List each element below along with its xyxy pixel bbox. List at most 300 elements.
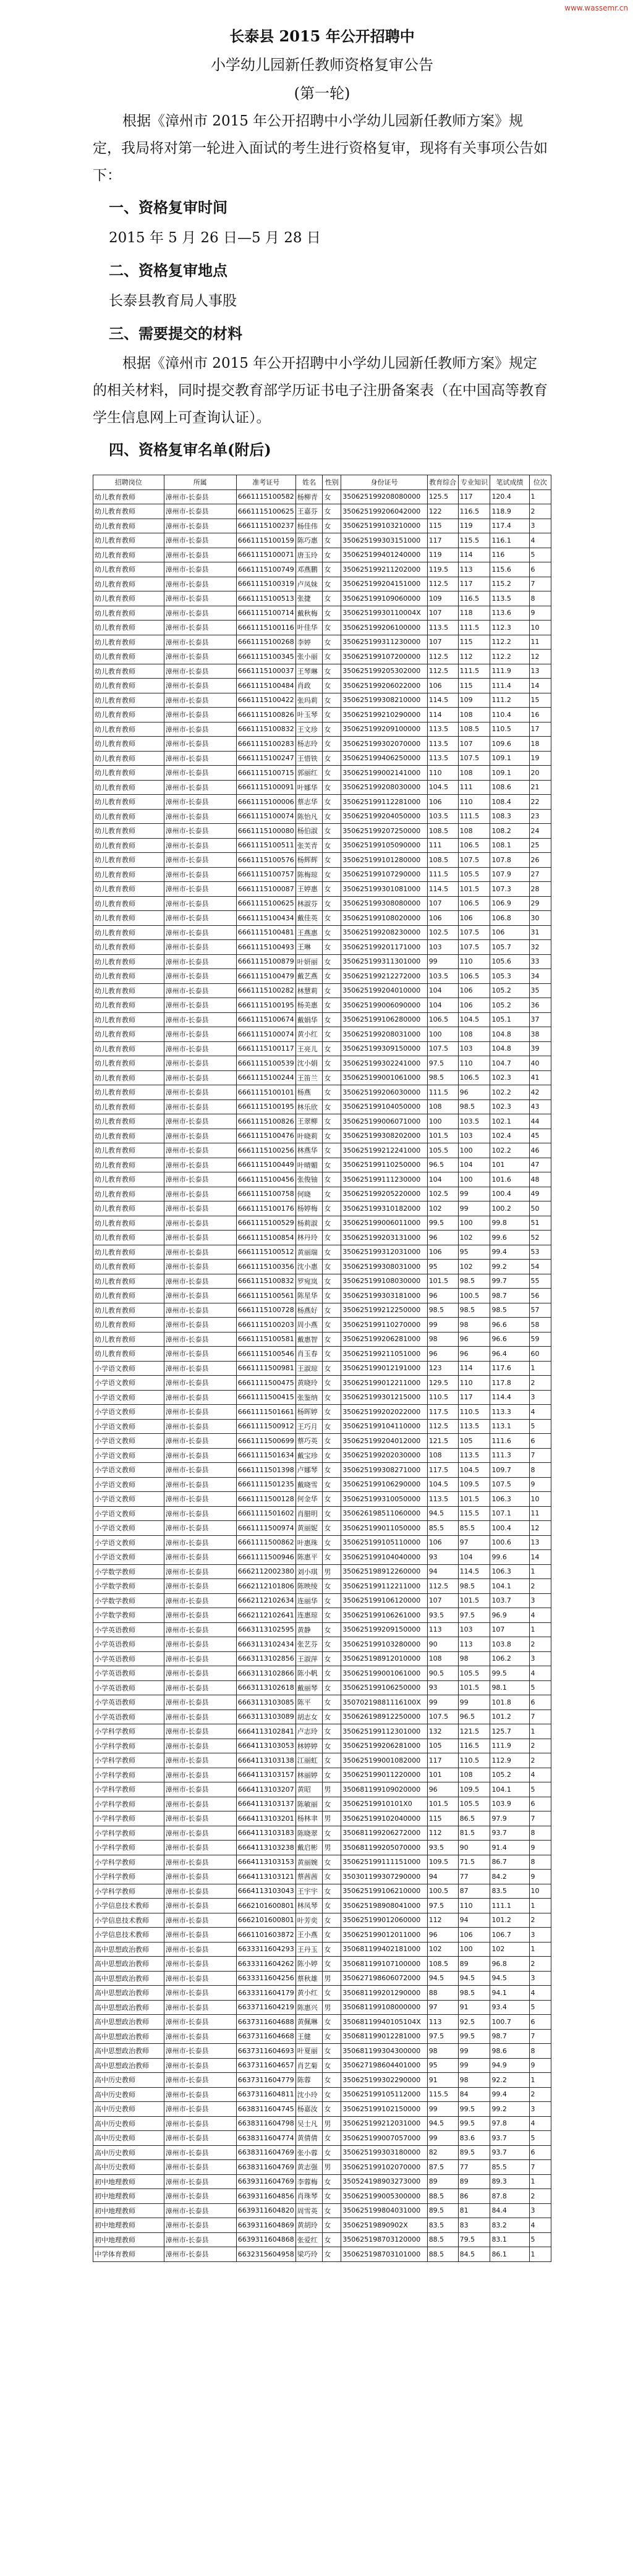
table-cell: 112.2 xyxy=(490,650,529,664)
table-cell: 王小燕 xyxy=(295,1928,323,1943)
table-cell: 漳州市-长泰县 xyxy=(164,2102,236,2117)
table-row xyxy=(93,1143,551,1158)
table-cell: 杨柳青 xyxy=(295,489,323,504)
table-cell: 350625199202030000 xyxy=(341,1448,427,1463)
table-cell: 漳州市-长泰县 xyxy=(164,1012,236,1027)
table-cell: 6637311604779 xyxy=(236,2073,295,2088)
table-cell: 陈蓉 xyxy=(295,2073,323,2088)
table-cell: 罗宛岚 xyxy=(295,1274,323,1289)
table-cell: 95 xyxy=(427,1260,458,1274)
table-cell: 8 xyxy=(529,1826,551,1841)
table-cell: 小学数学教师 xyxy=(93,1579,164,1594)
table-cell: 350625199206042000 xyxy=(341,504,427,519)
table-cell: 94.5 xyxy=(427,1971,458,1986)
table-cell: 116.5 xyxy=(458,1739,490,1753)
table-cell: 漳州市-长泰县 xyxy=(164,1303,236,1318)
table-cell: 108.3 xyxy=(490,809,529,824)
table-cell: 何晓 xyxy=(295,1187,323,1201)
table-cell: 5 xyxy=(529,2131,551,2146)
table-cell: 116.1 xyxy=(490,533,529,548)
table-cell: 6661115100576 xyxy=(236,853,295,868)
table-row xyxy=(93,1724,551,1739)
table-cell: 79.5 xyxy=(458,2232,490,2247)
table-cell: 117 xyxy=(458,1390,490,1405)
table-row xyxy=(93,650,551,664)
table-cell: 106.5 xyxy=(458,896,490,911)
table-cell: 幼儿教育教师 xyxy=(93,1085,164,1100)
table-cell: 幼儿教育教师 xyxy=(93,1347,164,1362)
table-cell: 女 xyxy=(323,1651,341,1666)
table-cell: 350625199204012000 xyxy=(341,1434,427,1449)
table-cell: 女 xyxy=(323,1448,341,1463)
table-cell: 高中思想政治教师 xyxy=(93,1942,164,1957)
table-row xyxy=(93,1303,551,1318)
table-cell: 连惠琼 xyxy=(295,1608,323,1623)
table-cell: 350625199102040000 xyxy=(341,1811,427,1826)
table-cell: 女 xyxy=(323,1260,341,1274)
table-cell: 6637311604668 xyxy=(236,2029,295,2044)
table-cell: 107.3 xyxy=(490,882,529,897)
table-row xyxy=(93,1405,551,1420)
table-cell: 小学英语教师 xyxy=(93,1622,164,1637)
table-cell: 女 xyxy=(323,1187,341,1201)
table-cell: 高中思想政治教师 xyxy=(93,2029,164,2044)
table-cell: 漳州市-长泰县 xyxy=(164,722,236,737)
table-cell: 女 xyxy=(323,1332,341,1347)
section-1-text: 2015 年 5 月 26 日—5 月 28 日 xyxy=(109,230,321,246)
table-cell: 110 xyxy=(458,954,490,969)
table-cell: 99.5 xyxy=(490,1666,529,1681)
intro-paragraph: 根据《漳州市 2015 年公开招聘中小学幼儿园新任教师方案》规定，我局将对第一轮进入面试的考生进行资格复审，现将有关事项公告如下： xyxy=(93,113,548,184)
table-cell: 王巧月 xyxy=(295,1419,323,1434)
table-cell: 漳州市-长泰县 xyxy=(164,1593,236,1608)
table-cell: 黄志强 xyxy=(295,2160,323,2175)
table-cell: 王淑琼 xyxy=(295,1361,323,1376)
table-cell: 6661115100539 xyxy=(236,1056,295,1071)
table-cell: 6662112101806 xyxy=(236,1579,295,1594)
table-cell: 6661115100116 xyxy=(236,621,295,635)
table-cell: 6661115100074 xyxy=(236,1027,295,1042)
table-cell: 102 xyxy=(458,1231,490,1245)
table-cell: 女 xyxy=(323,1492,341,1507)
table-cell: 104.5 xyxy=(458,1012,490,1027)
table-cell: 漳州市-长泰县 xyxy=(164,1579,236,1594)
table-cell: 漳州市-长泰县 xyxy=(164,998,236,1013)
table-cell: 高中历史教师 xyxy=(93,2087,164,2102)
table-cell: 女 xyxy=(323,1928,341,1943)
table-cell: 陈怡凡 xyxy=(295,809,323,824)
table-cell: 女 xyxy=(323,489,341,504)
table-cell: 105.6 xyxy=(490,954,529,969)
table-cell: 6664113103207 xyxy=(236,1782,295,1797)
table-cell: 6661115100037 xyxy=(236,664,295,679)
table-cell: 漳州市-长泰县 xyxy=(164,911,236,926)
table-cell: 女 xyxy=(323,1870,341,1884)
table-cell: 5 xyxy=(529,2232,551,2247)
table-cell: 87 xyxy=(458,1884,490,1899)
table-cell: 106 xyxy=(458,1928,490,1943)
table-cell: 5 xyxy=(529,2000,551,2015)
table-cell: 6638311604798 xyxy=(236,2116,295,2131)
table-cell: 6639311604856 xyxy=(236,2189,295,2204)
table-cell: 110.5 xyxy=(458,1753,490,1768)
table-cell: 92.2 xyxy=(490,2073,529,2088)
table-cell: 99.5 xyxy=(458,2029,490,2044)
table-row xyxy=(93,766,551,781)
table-cell: 幼儿教育教师 xyxy=(93,1099,164,1114)
table-cell: 女 xyxy=(323,983,341,998)
table-cell: 104 xyxy=(458,1158,490,1172)
table-cell: 56 xyxy=(529,1289,551,1303)
table-cell: 沈小惠 xyxy=(295,1260,323,1274)
table-cell: 99 xyxy=(458,1695,490,1710)
table-cell: 小学科学教师 xyxy=(93,1855,164,1870)
table-cell: 100.5 xyxy=(427,1884,458,1899)
table-cell: 102.5 xyxy=(427,1187,458,1201)
table-cell: 50 xyxy=(529,1201,551,1216)
table-cell: 小学语文教师 xyxy=(93,1419,164,1434)
table-cell: 17 xyxy=(529,722,551,737)
table-cell: 6661111500475 xyxy=(236,1376,295,1391)
table-cell: 6661111501235 xyxy=(236,1477,295,1492)
table-cell: 漳州市-长泰县 xyxy=(164,1651,236,1666)
table-cell: 幼儿教育教师 xyxy=(93,504,164,519)
table-cell: 118.9 xyxy=(490,504,529,519)
table-cell: 117 xyxy=(458,577,490,591)
table-cell: 350625199302241000 xyxy=(341,1056,427,1071)
table-cell: 漳州市-长泰县 xyxy=(164,1187,236,1201)
table-cell: 小学语文教师 xyxy=(93,1390,164,1405)
table-cell: 26 xyxy=(529,853,551,868)
table-cell: 83.6 xyxy=(458,2131,490,2146)
table-cell: 女 xyxy=(323,1550,341,1565)
table-cell: 350681199108000000 xyxy=(341,2000,427,2015)
table-cell: 34 xyxy=(529,969,551,984)
table-cell: 陈惠平 xyxy=(295,1550,323,1565)
table-cell: 99.4 xyxy=(490,2087,529,2102)
table-cell: 6637311604657 xyxy=(236,2058,295,2073)
table-cell: 98.5 xyxy=(427,1303,458,1318)
table-cell: 106.5 xyxy=(458,1070,490,1085)
table-cell: 350625199111151000 xyxy=(341,1855,427,1870)
table-cell: 漳州市-长泰县 xyxy=(164,1710,236,1724)
table-cell: 77 xyxy=(458,2160,490,2175)
table-row xyxy=(93,2087,551,2102)
table-cell: 6661115100561 xyxy=(236,1289,295,1303)
table-cell: 小学信息技术教师 xyxy=(93,1928,164,1943)
table-cell: 350625199204050000 xyxy=(341,809,427,824)
table-row xyxy=(93,606,551,621)
table-cell: 女 xyxy=(323,925,341,940)
table-cell: 女 xyxy=(323,591,341,606)
table-cell: 86.1 xyxy=(490,2247,529,2262)
table-row xyxy=(93,954,551,969)
table-cell: 叶娜华 xyxy=(295,780,323,795)
table-cell: 6661115100879 xyxy=(236,954,295,969)
table-cell: 6661115100757 xyxy=(236,867,295,882)
table-cell: 6662101600801 xyxy=(236,1899,295,1913)
table-cell: 杨嘉汝 xyxy=(295,2102,323,2117)
table-cell: 35062519890902X xyxy=(341,2218,427,2233)
table-cell: 幼儿教育教师 xyxy=(93,1041,164,1056)
table-row xyxy=(93,1550,551,1565)
table-row xyxy=(93,1680,551,1695)
table-cell: 6661115100832 xyxy=(236,722,295,737)
table-cell: 王笛兰 xyxy=(295,1070,323,1085)
table-cell: 350625199106210000 xyxy=(341,1884,427,1899)
table-cell: 漳州市-长泰县 xyxy=(164,519,236,533)
table-cell: 小学英语教师 xyxy=(93,1710,164,1724)
table-cell: 100 xyxy=(458,1172,490,1187)
table-cell: 102 xyxy=(458,1260,490,1274)
table-cell: 6661115100476 xyxy=(236,1129,295,1143)
table-cell: 张爱红 xyxy=(295,2232,323,2247)
table-cell: 漳州市-长泰县 xyxy=(164,1680,236,1695)
table-cell: 王宇宇 xyxy=(295,1884,323,1899)
table-cell: 109.5 xyxy=(427,1855,458,1870)
table-cell: 戴娟华 xyxy=(295,1012,323,1027)
table-row xyxy=(93,2174,551,2189)
table-cell: 350625199104040000 xyxy=(341,1550,427,1565)
table-cell: 350627198606072000 xyxy=(341,1971,427,1986)
table-cell: 99 xyxy=(458,2044,490,2059)
table-cell: 女 xyxy=(323,1913,341,1928)
table-cell: 戴启彬 xyxy=(295,1841,323,1855)
table-cell: 漳州市-长泰县 xyxy=(164,489,236,504)
table-cell: 郭丽红 xyxy=(295,766,323,781)
table-row xyxy=(93,737,551,752)
table-cell: 小学英语教师 xyxy=(93,1666,164,1681)
table-row xyxy=(93,751,551,766)
table-cell: 6661111501634 xyxy=(236,1448,295,1463)
table-cell: 71.5 xyxy=(458,1855,490,1870)
table-cell: 黄静 xyxy=(295,1622,323,1637)
table-cell: 84.5 xyxy=(458,2247,490,2262)
table-cell: 卢志玲 xyxy=(295,1724,323,1739)
table-cell: 小学语文教师 xyxy=(93,1448,164,1463)
table-cell: 幼儿教育教师 xyxy=(93,1056,164,1071)
table-cell: 幼儿教育教师 xyxy=(93,838,164,853)
table-cell: 99.5 xyxy=(458,2102,490,2117)
table-cell: 女 xyxy=(323,1376,341,1391)
table-cell: 6 xyxy=(529,562,551,577)
table-cell: 张捷 xyxy=(295,591,323,606)
table-cell: 113 xyxy=(427,1622,458,1637)
table-cell: 漳州市-长泰县 xyxy=(164,1143,236,1158)
table-cell: 104.1 xyxy=(490,1579,529,1594)
table-cell: 6661115100282 xyxy=(236,983,295,998)
table-cell: 6638311604745 xyxy=(236,2102,295,2117)
table-cell: 107.5 xyxy=(458,853,490,868)
table-cell: 350625199111230000 xyxy=(341,1172,427,1187)
table-cell: 杨志玲 xyxy=(295,737,323,752)
table-cell: 幼儿教育教师 xyxy=(93,1201,164,1216)
table-cell: 84.2 xyxy=(490,1870,529,1884)
table-cell: 350625199203131000 xyxy=(341,1231,427,1245)
table-cell: 96 xyxy=(427,1347,458,1362)
table-cell: 113.5 xyxy=(427,751,458,766)
table-cell: 漳州市-长泰县 xyxy=(164,1419,236,1434)
table-cell: 113.5 xyxy=(427,1492,458,1507)
table-cell: 男 xyxy=(323,1564,341,1579)
table-cell: 蔡志华 xyxy=(295,795,323,810)
table-cell: 350625199106250000 xyxy=(341,1680,427,1695)
table-cell: 女 xyxy=(323,1245,341,1260)
table-cell: 高中思想政治教师 xyxy=(93,2000,164,2015)
candidate-table xyxy=(93,475,551,2262)
table-cell: 漳州市-长泰县 xyxy=(164,1739,236,1753)
table-cell: 漳州市-长泰县 xyxy=(164,1260,236,1274)
table-cell: 女 xyxy=(323,766,341,781)
table-cell: 漳州市-长泰县 xyxy=(164,925,236,940)
table-cell: 123 xyxy=(427,1361,458,1376)
table-cell: 小学数学教师 xyxy=(93,1564,164,1579)
table-cell: 女 xyxy=(323,2232,341,2247)
table-cell: 350625199105112000 xyxy=(341,2087,427,2102)
table-cell: 350625199303180000 xyxy=(341,2145,427,2160)
table-cell: 42 xyxy=(529,1085,551,1100)
table-cell: 119 xyxy=(458,519,490,533)
table-cell: 6664113103153 xyxy=(236,1855,295,1870)
table-cell: 113.5 xyxy=(427,621,458,635)
table-cell: 100 xyxy=(458,1216,490,1231)
table-cell: 96 xyxy=(458,1347,490,1362)
table-cell: 漳州市-长泰县 xyxy=(164,1608,236,1623)
table-cell: 女 xyxy=(323,737,341,752)
table-row xyxy=(93,1782,551,1797)
table-cell: 女 xyxy=(323,1724,341,1739)
table-cell: 107.5 xyxy=(427,1710,458,1724)
table-cell: 6661115100256 xyxy=(236,1143,295,1158)
table-cell: 6661115100674 xyxy=(236,1012,295,1027)
table-cell: 幼儿教育教师 xyxy=(93,882,164,897)
table-cell: 林淑芬 xyxy=(295,896,323,911)
table-cell: 黄晓玲 xyxy=(295,1376,323,1391)
table-cell: 100.4 xyxy=(490,1521,529,1536)
table-cell: 103.9 xyxy=(490,1797,529,1811)
table-cell: 350626198511060000 xyxy=(341,1506,427,1521)
table-cell: 女 xyxy=(323,2174,341,2189)
table-cell: 漳州市-长泰县 xyxy=(164,882,236,897)
table-cell: 102.1 xyxy=(490,1114,529,1129)
table-row xyxy=(93,504,551,519)
table-cell: 350625199210290000 xyxy=(341,708,427,722)
table-cell: 92.5 xyxy=(458,2015,490,2030)
table-cell: 106 xyxy=(427,679,458,693)
table-cell: 350625199109060000 xyxy=(341,591,427,606)
table-cell: 112.5 xyxy=(427,650,458,664)
table-cell: 6662112102641 xyxy=(236,1608,295,1623)
table-cell: 116 xyxy=(490,548,529,562)
table-cell: 31 xyxy=(529,925,551,940)
table-cell: 王文珍 xyxy=(295,722,323,737)
table-cell: 350625199103210000 xyxy=(341,519,427,533)
table-row xyxy=(93,1884,551,1899)
table-cell: 109.5 xyxy=(458,1477,490,1492)
table-row xyxy=(93,940,551,955)
table-cell: 350625199005300000 xyxy=(341,2189,427,2204)
table-cell: 女 xyxy=(323,2029,341,2044)
table-cell: 101.5 xyxy=(458,882,490,897)
table-cell: 幼儿教育教师 xyxy=(93,998,164,1013)
table-cell: 女 xyxy=(323,1957,341,1972)
table-cell: 幼儿教育教师 xyxy=(93,867,164,882)
table-cell: 106.2 xyxy=(490,1651,529,1666)
table-cell: 6661115100546 xyxy=(236,1347,295,1362)
table-cell: 6661115100625 xyxy=(236,896,295,911)
table-cell: 116.5 xyxy=(458,504,490,519)
table-cell: 女 xyxy=(323,1608,341,1623)
table-cell: 小学科学教师 xyxy=(93,1724,164,1739)
table-row xyxy=(93,2000,551,2015)
table-cell: 小学科学教师 xyxy=(93,1768,164,1782)
table-cell: 女 xyxy=(323,809,341,824)
table-cell: 女 xyxy=(323,838,341,853)
table-cell: 110 xyxy=(458,1899,490,1913)
table-cell: 101 xyxy=(490,1158,529,1172)
table-cell: 350625199311230000 xyxy=(341,635,427,650)
table-row xyxy=(93,1419,551,1434)
table-cell: 幼儿教育教师 xyxy=(93,664,164,679)
table-cell: 106 xyxy=(458,983,490,998)
table-cell: 103 xyxy=(458,1041,490,1056)
table-cell: 106.5 xyxy=(458,969,490,984)
table-cell: 女 xyxy=(323,1201,341,1216)
table-cell: 96 xyxy=(458,1332,490,1347)
table-cell: 350625199112281000 xyxy=(341,795,427,810)
table-cell: 350625199302070000 xyxy=(341,737,427,752)
table-cell: 36 xyxy=(529,998,551,1013)
table-cell: 2 xyxy=(529,2189,551,2204)
table-cell: 6664113103137 xyxy=(236,1797,295,1811)
table-cell: 6661115100728 xyxy=(236,1303,295,1318)
table-cell: 97.8 xyxy=(490,2116,529,2131)
table-cell: 111.3 xyxy=(490,1448,529,1463)
table-cell: 漳州市-长泰县 xyxy=(164,824,236,839)
table-cell: 125.7 xyxy=(490,1724,529,1739)
table-cell: 81.5 xyxy=(458,1826,490,1841)
table-cell: 女 xyxy=(323,867,341,882)
table-cell: 87.8 xyxy=(490,2189,529,2204)
table-cell: 100.4 xyxy=(490,1187,529,1201)
table-cell: 25 xyxy=(529,838,551,853)
table-cell: 107.5 xyxy=(490,1477,529,1492)
table-cell: 117.5 xyxy=(427,1405,458,1420)
table-cell: 漳州市-长泰县 xyxy=(164,1216,236,1231)
table-cell: 2 xyxy=(529,1739,551,1753)
table-cell: 35062519930110004X xyxy=(341,606,427,621)
table-cell: 47 xyxy=(529,1158,551,1172)
section-2-text: 长泰县教育局人事股 xyxy=(109,293,237,309)
table-cell: 350625199102150000 xyxy=(341,2102,427,2117)
table-cell: 5 xyxy=(529,1419,551,1434)
table-cell: 吴士凡 xyxy=(295,2116,323,2131)
table-cell: 幼儿教育教师 xyxy=(93,780,164,795)
table-row xyxy=(93,1260,551,1274)
table-row xyxy=(93,1593,551,1608)
table-row xyxy=(93,2189,551,2204)
table-row xyxy=(93,2015,551,2030)
table-cell: 女 xyxy=(323,1027,341,1042)
table-cell: 3 xyxy=(529,2102,551,2117)
table-cell: 40 xyxy=(529,1056,551,1071)
column-header: 笔试成绩 xyxy=(490,475,529,490)
table-cell: 350625199208031000 xyxy=(341,1027,427,1042)
table-cell: 张鉴纳 xyxy=(295,1390,323,1405)
table-row xyxy=(93,664,551,679)
table-cell: 女 xyxy=(323,1303,341,1318)
table-cell: 漳州市-长泰县 xyxy=(164,1506,236,1521)
